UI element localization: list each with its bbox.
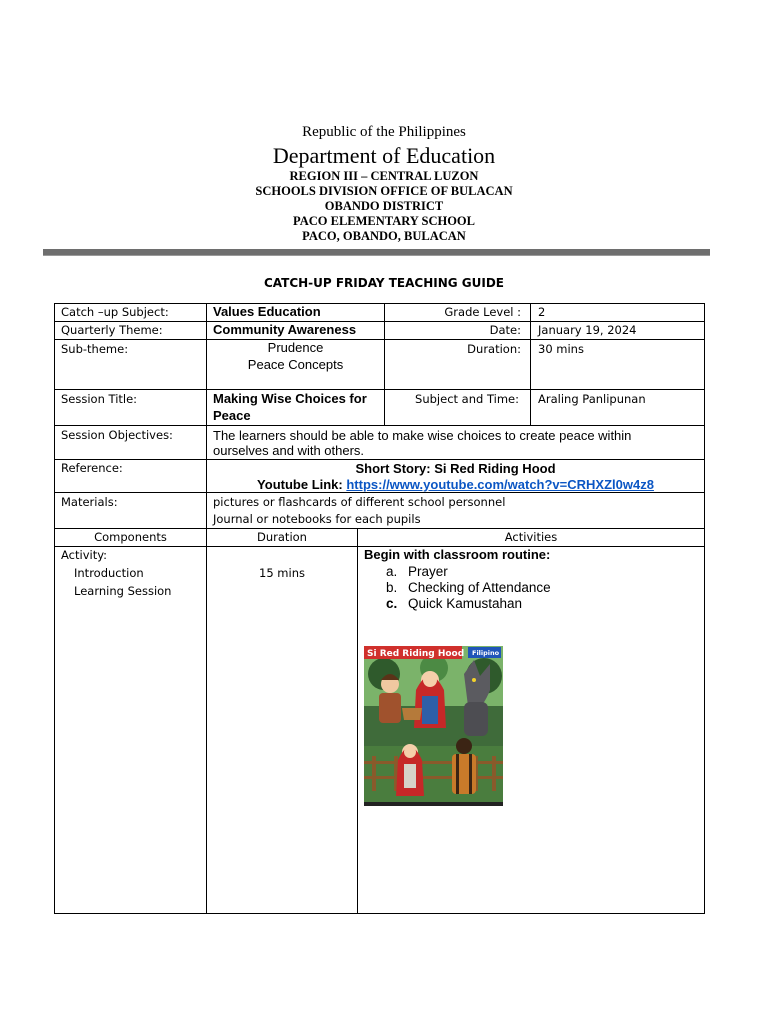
routine-marker: b. (386, 580, 398, 595)
column-divider (530, 303, 531, 425)
col-header-activities: Activities (504, 530, 558, 544)
table-border-bottom (54, 913, 705, 914)
division-line: SCHOOLS DIVISION OFFICE OF BULACAN (255, 184, 513, 198)
subject-time-label: Subject and Time: (415, 392, 519, 406)
column-divider (357, 528, 358, 913)
routine-marker: a. (386, 564, 398, 579)
date-value: January 19, 2024 (538, 323, 637, 337)
objectives-line-2: ourselves and with others. (213, 443, 365, 458)
table-border-top (54, 303, 705, 304)
learning-session-label: Learning Session (74, 584, 172, 598)
republic-line: Republic of the Philippines (302, 124, 466, 140)
routine-item (364, 564, 551, 580)
duration-value: 30 mins (538, 342, 584, 356)
grade-value: 2 (538, 305, 546, 319)
youtube-link[interactable]: https://www.youtube.com/watch?v=CRHXZl0w4z8 (346, 477, 654, 492)
routine-text: Prayer (408, 564, 448, 579)
youtube-label: Youtube Link: (257, 477, 347, 492)
guide-title: CATCH-UP FRIDAY TEACHING GUIDE (263, 276, 505, 290)
materials-label: Materials: (61, 495, 118, 509)
subject-time-value: Araling Panlipunan (538, 392, 646, 406)
routine-marker: c. (386, 596, 398, 611)
row-divider (54, 425, 705, 426)
reference-label: Reference: (61, 461, 123, 475)
routine-heading: Begin with classroom routine: (364, 547, 551, 562)
session-title-1: Making Wise Choices for (213, 391, 367, 406)
subject-value: Values Education (213, 304, 321, 319)
routine-text: Checking of Attendance (408, 580, 551, 595)
row-divider (54, 492, 705, 493)
session-title-2: Peace (213, 408, 251, 423)
subtheme-label: Sub-theme: (61, 342, 129, 356)
table-border-left (54, 303, 55, 914)
session-title-label: Session Title: (61, 392, 138, 406)
routine-text: Quick Kamustahan (408, 596, 523, 611)
routine-list (364, 564, 551, 612)
materials-line-2: Journal or notebooks for each pupils (213, 512, 421, 526)
table-border-right (704, 303, 705, 914)
district-line: OBANDO DISTRICT (324, 199, 444, 213)
theme-value: Community Awareness (213, 322, 357, 337)
objectives-line-1: The learners should be able to make wise choices to create peace within (213, 428, 632, 443)
region-line: REGION III – CENTRAL LUZON (289, 169, 479, 183)
thumbnail-title: Si Red Riding Hood (367, 649, 465, 659)
department-title: Department of Education (272, 143, 496, 168)
introduction-duration: 15 mins (259, 566, 305, 580)
subtheme-value-1: Prudence (267, 340, 324, 355)
red-riding-hood-thumbnail (364, 646, 503, 806)
objectives-label: Session Objectives: (61, 428, 173, 442)
thumbnail-illustration (364, 646, 503, 806)
routine-item (364, 596, 551, 612)
reference-story: Short Story: Si Red Riding Hood (355, 461, 556, 476)
row-divider (54, 321, 705, 322)
duration-label: Duration: (467, 342, 521, 356)
activity-label: Activity: (61, 548, 108, 562)
column-divider (206, 303, 207, 914)
row-divider (54, 528, 705, 529)
address-line: PACO, OBANDO, BULACAN (302, 229, 466, 243)
routine-item (364, 580, 551, 596)
col-header-duration: Duration (257, 530, 307, 544)
school-line: PACO ELEMENTARY SCHOOL (293, 214, 475, 228)
row-divider (54, 389, 705, 390)
date-label: Date: (489, 323, 521, 337)
materials-line-1: pictures or flashcards of different school personnel (213, 495, 506, 509)
col-header-components: Components (94, 530, 167, 544)
thumbnail-badge: Filipino (472, 649, 500, 657)
row-divider (54, 459, 705, 460)
subtheme-value-2: Peace Concepts (247, 357, 344, 372)
youtube-line (207, 477, 704, 492)
introduction-label: Introduction (74, 566, 144, 580)
theme-label: Quarterly Theme: (61, 323, 163, 337)
grade-label: Grade Level : (444, 305, 521, 319)
subject-label: Catch –up Subject: (61, 305, 169, 319)
